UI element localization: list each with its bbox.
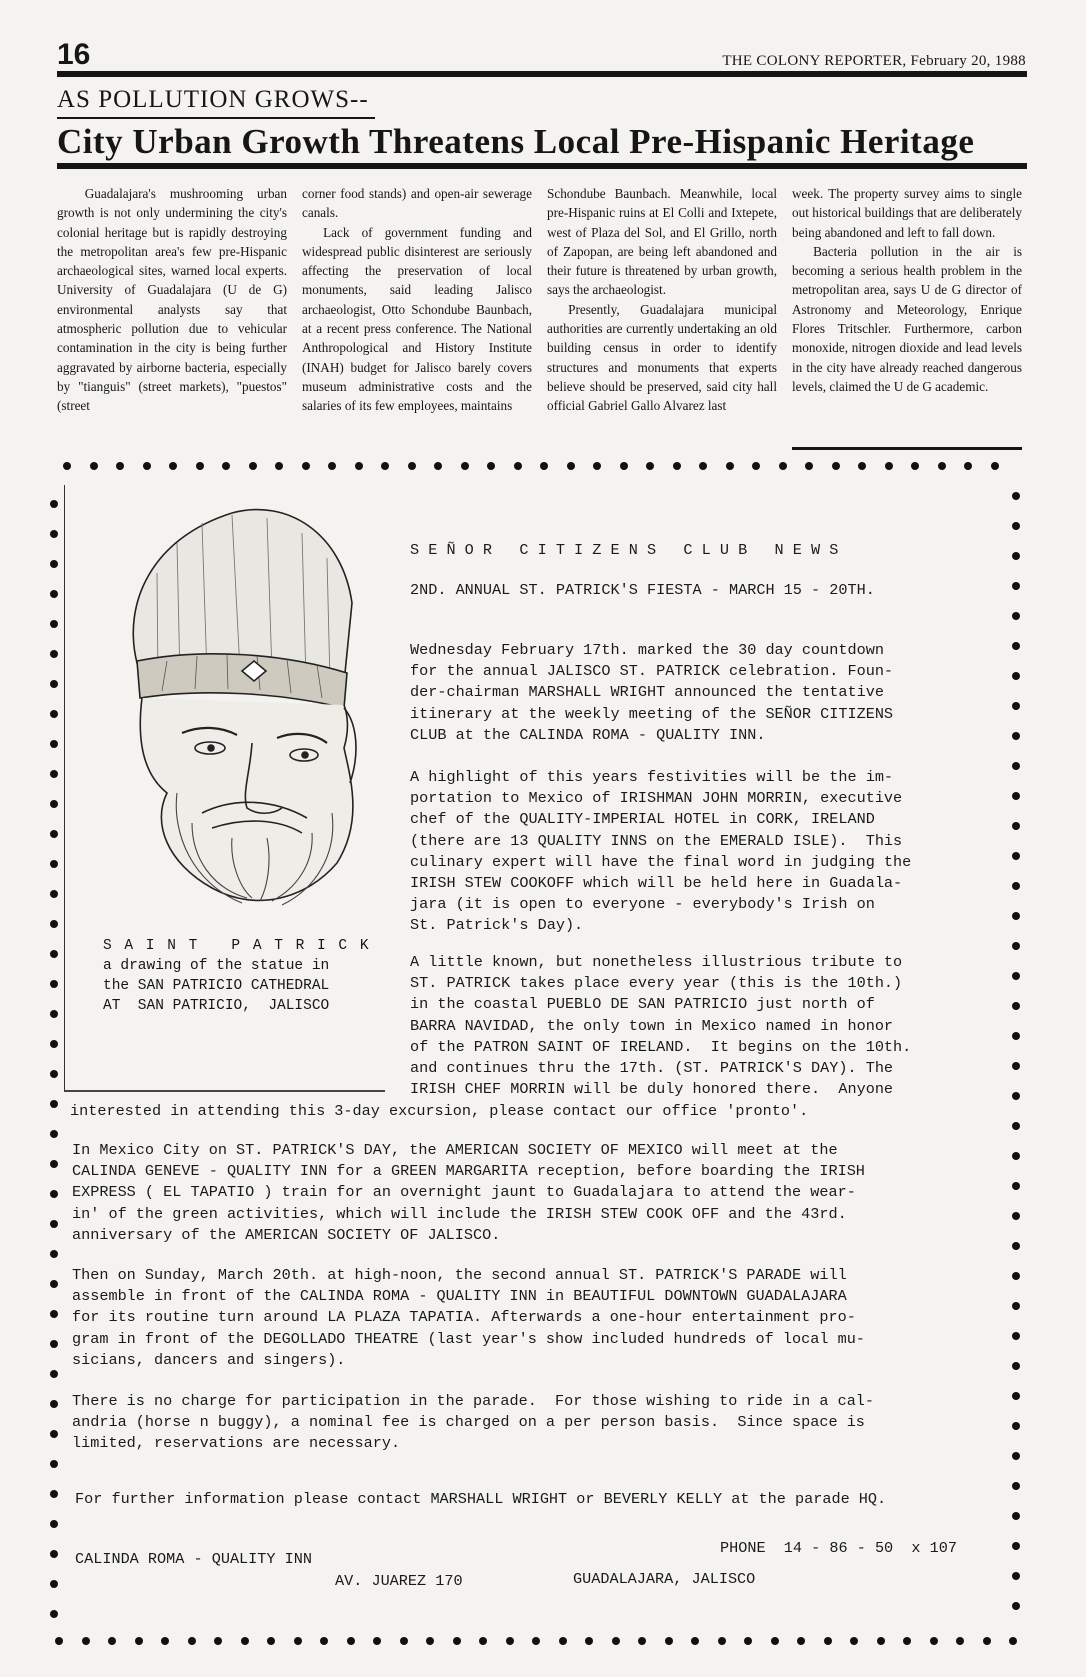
border-dot (1012, 822, 1020, 830)
border-dot (824, 1637, 832, 1645)
border-dot (50, 830, 58, 838)
border-dot (50, 1280, 58, 1288)
border-dot (1012, 1512, 1020, 1520)
border-dot (50, 1220, 58, 1228)
border-dot (771, 1637, 779, 1645)
news-line: A little known, but nonetheless illustrious tribute to (410, 953, 903, 971)
column-paragraph: Guadalajara's mushrooming urban growth is not only undermining the city's colonial heritage but is rapidly destroying the metropolitan area's few pre-Hispanic archaeological sites, warned local experts. University of Guadalajara (U de G) environmental analysts say that atmospheric pollution due to vehicular contamination in the city is being further aggravated by airborne bacteria, especially by "tianguis" (street markets), "puestos" (street (57, 186, 287, 414)
border-dot (50, 1040, 58, 1048)
border-dot (1012, 1032, 1020, 1040)
caption-line: the SAN PATRICIO CATHEDRAL (103, 978, 330, 994)
news-line: in the coastal PUEBLO DE SAN PATRICIO just north of (410, 995, 875, 1014)
masthead-rule (57, 71, 1027, 77)
border-dot (885, 462, 893, 470)
border-dot (646, 462, 654, 470)
column-paragraph: Bacteria pollution in the air is becoming a serious health problem in the metropolitan area, says U de G director of Astronomy and Meteorology, Enrique Flores Tritschler. Furthermore, carbon monoxide, nitrogen dioxide and lead levels in the city have already reached dangerous levels, claimed the U de G academic. (792, 243, 1022, 394)
border-dot (408, 462, 416, 470)
running-head: THE COLONY REPORTER, February 20, 1988 (722, 53, 1026, 69)
border-dot (169, 462, 177, 470)
border-dot (50, 1340, 58, 1348)
news-line: IRISH CHEF MORRIN will be duly honored there. Anyone (410, 1080, 894, 1099)
news-line: chef of the QUALITY-IMPERIAL HOTEL in CORK, IRELAND (410, 810, 875, 829)
border-dot (50, 620, 58, 628)
border-dot (50, 1400, 58, 1408)
border-dot (1012, 882, 1020, 890)
border-dot (188, 1637, 196, 1645)
border-dot (294, 1637, 302, 1645)
news-line: gram in front of the DEGOLLADO THEATRE (last year's show included hundreds of local mu- (72, 1329, 865, 1348)
news-line: jara (it is open to everyone - everybody's Irish on (410, 895, 875, 914)
border-dot (50, 1190, 58, 1198)
border-dot (1012, 1122, 1020, 1130)
news-line: IRISH STEW COOKOFF which will be held here in Guadala- (410, 874, 903, 892)
border-dot (135, 1637, 143, 1645)
news-line: itinerary at the weekly meeting of the SEÑOR CITIZENS (410, 704, 894, 723)
footer-venue: CALINDA ROMA - QUALITY INN (75, 1550, 312, 1568)
border-dot (691, 1637, 699, 1645)
border-dot (1012, 612, 1020, 620)
border-dot (400, 1637, 408, 1645)
border-dot (1012, 1542, 1020, 1550)
border-dot (1012, 912, 1020, 920)
border-dot (50, 1070, 58, 1078)
border-dot (1012, 1092, 1020, 1100)
border-dot (50, 1010, 58, 1018)
caption-title: S A I N T P A T R I C K (103, 938, 371, 954)
border-dot (50, 800, 58, 808)
border-dot (638, 1637, 646, 1645)
border-dot (1012, 1332, 1020, 1340)
news-title: S E Ñ O R C I T I Z E N S C L U B N E W S (410, 541, 839, 559)
footer-address: AV. JUAREZ 170 (335, 1572, 463, 1590)
news-line: der-chairman MARSHALL WRIGHT announced the tentative (410, 683, 884, 702)
news-subtitle: 2ND. ANNUAL ST. PATRICK'S FIESTA - MARCH 15 - 20TH. (410, 581, 875, 599)
border-dot (320, 1637, 328, 1645)
footer-city: GUADALAJARA, JALISCO (573, 1570, 756, 1588)
border-dot (991, 462, 999, 470)
border-dot (858, 462, 866, 470)
border-dot (50, 920, 58, 928)
column-end-rule (792, 447, 1022, 450)
border-dot (752, 462, 760, 470)
border-dot (850, 1637, 858, 1645)
border-dot (612, 1637, 620, 1645)
border-dot (1012, 1242, 1020, 1250)
news-line: In Mexico City on ST. PATRICK'S DAY, the AMERICAN SOCIETY OF MEXICO will meet at the (72, 1141, 838, 1159)
border-dot (1012, 852, 1020, 860)
border-dot (673, 462, 681, 470)
border-dot (479, 1637, 487, 1645)
border-dot (718, 1637, 726, 1645)
border-dot (50, 740, 58, 748)
border-dot (50, 890, 58, 898)
news-line: assemble in front of the CALINDA ROMA - QUALITY INN in BEAUTIFUL DOWNTOWN GUADALAJARA (72, 1287, 847, 1306)
border-dot (55, 1637, 63, 1645)
border-dot (779, 462, 787, 470)
border-dot (50, 1460, 58, 1468)
border-dot (267, 1637, 275, 1645)
border-dot (90, 462, 98, 470)
border-dot (347, 1637, 355, 1645)
border-dot (1012, 1602, 1020, 1610)
border-dot (487, 462, 495, 470)
border-dot (249, 462, 257, 470)
border-dot (302, 462, 310, 470)
news-line: limited, reservations are necessary. (72, 1434, 401, 1453)
border-dot (50, 1550, 58, 1558)
border-dot (805, 462, 813, 470)
border-dot (116, 462, 124, 470)
border-dot (1012, 1362, 1020, 1370)
border-dot (797, 1637, 805, 1645)
border-dot (1012, 732, 1020, 740)
column-paragraph: Lack of government funding and widespread public disinterest are seriously affecting the preservation of local monuments, said leading Jalisco archaeologist, Otto Schondube Baunbach, at a recent press conference. The National Anthropological and History Institute (INAH) budget for Jalisco barely covers museum administrative costs and the salaries of its few employees, maintains (302, 224, 532, 414)
column-paragraph: week. The property survey aims to single out historical buildings that are deliberately being abandoned and left to fall down. (792, 186, 1022, 240)
border-dot (1012, 1572, 1020, 1580)
border-dot (196, 462, 204, 470)
border-dot (50, 680, 58, 688)
footer-phone: PHONE 14 - 86 - 50 x 107 (720, 1539, 957, 1557)
border-dot (241, 1637, 249, 1645)
border-dot (275, 462, 283, 470)
border-dot (50, 770, 58, 778)
border-dot (50, 590, 58, 598)
news-line: in' of the green activities, which will include the IRISH STEW COOK OFF and the 43rd. (72, 1204, 847, 1223)
border-dot (1012, 942, 1020, 950)
border-dot (50, 1370, 58, 1378)
border-dot (328, 462, 336, 470)
border-dot (665, 1637, 673, 1645)
border-dot (620, 462, 628, 470)
article-column-1 (57, 184, 287, 446)
border-dot (50, 710, 58, 718)
article-column-2 (302, 184, 532, 446)
border-dot (1012, 792, 1020, 800)
border-dot (1012, 1152, 1020, 1160)
news-line: portation to Mexico of IRISHMAN JOHN MORRIN, executive (410, 789, 903, 808)
border-dot (161, 1637, 169, 1645)
border-dot (567, 462, 575, 470)
border-dot (903, 1637, 911, 1645)
border-dot (1012, 1002, 1020, 1010)
border-dot (1012, 1452, 1020, 1460)
news-line: of the PATRON SAINT OF IRELAND. It begins on the 10th. (410, 1037, 912, 1056)
news-line: CLUB at the CALINDA ROMA - QUALITY INN. (410, 725, 766, 744)
border-dot (373, 1637, 381, 1645)
border-dot (82, 1637, 90, 1645)
border-dot (1012, 1182, 1020, 1190)
border-dot (983, 1637, 991, 1645)
border-dot (1012, 972, 1020, 980)
border-dot (540, 462, 548, 470)
caption-line: a drawing of the statue in (103, 958, 330, 974)
news-line: CALINDA GENEVE - QUALITY INN for a GREEN MARGARITA reception, before boarding the IRISH (72, 1162, 865, 1181)
border-dot (930, 1637, 938, 1645)
news-line: For further information please contact MARSHALL WRIGHT or BEVERLY KELLY at the parade HQ. (75, 1490, 887, 1508)
article-kicker: AS POLLUTION GROWS-- (57, 86, 369, 113)
news-line: and continues thru the 17th. (ST. PATRICK'S DAY). The (410, 1059, 894, 1077)
border-dot (1009, 1637, 1017, 1645)
border-dot (50, 950, 58, 958)
border-dot (214, 1637, 222, 1645)
border-dot (877, 1637, 885, 1645)
news-line: interested in attending this 3-day excursion, please contact our office 'pronto'. (70, 1102, 809, 1120)
border-dot (50, 560, 58, 568)
border-dot (50, 1310, 58, 1318)
border-dot (426, 1637, 434, 1645)
border-dot (50, 1580, 58, 1588)
border-dot (50, 650, 58, 658)
border-dot (1012, 1272, 1020, 1280)
border-dot (506, 1637, 514, 1645)
border-dot (938, 462, 946, 470)
border-dot (1012, 1302, 1020, 1310)
border-dot (355, 462, 363, 470)
kicker-rule (57, 117, 375, 119)
news-line: culinary expert will have the final word in judging the (410, 852, 912, 871)
border-dot (50, 1520, 58, 1528)
border-dot (532, 1637, 540, 1645)
border-dot (514, 462, 522, 470)
border-dot (434, 462, 442, 470)
border-dot (63, 462, 71, 470)
news-line: anniversary of the AMERICAN SOCIETY OF JALISCO. (72, 1225, 501, 1244)
article-headline: City Urban Growth Threatens Local Pre-Hispanic Heritage (57, 122, 975, 161)
border-dot (1012, 492, 1020, 500)
border-dot (108, 1637, 116, 1645)
border-dot (50, 980, 58, 988)
border-dot (1012, 702, 1020, 710)
news-line: andria (horse n buggy), a nominal fee is charged on a per person basis. Since space is (72, 1413, 865, 1432)
border-dot (143, 462, 151, 470)
news-line: BARRA NAVIDAD, the only town in Mexico named in honor (410, 1016, 894, 1035)
border-dot (559, 1637, 567, 1645)
border-dot (50, 500, 58, 508)
saint-patrick-portrait-icon (82, 493, 367, 943)
border-dot (381, 462, 389, 470)
border-dot (1012, 552, 1020, 560)
border-dot (50, 1610, 58, 1618)
border-dot (1012, 672, 1020, 680)
border-dot (50, 860, 58, 868)
page-number: 16 (57, 38, 91, 71)
border-dot (461, 462, 469, 470)
border-dot (1012, 1482, 1020, 1490)
column-paragraph: Presently, Guadalajara municipal authorities are currently undertaking an old building census in order to identify structures and monuments that experts believe should be preserved, said city hall official Gabriel Gallo Alvarez last (547, 301, 777, 414)
headline-rule (57, 163, 1027, 169)
border-dot (50, 1490, 58, 1498)
border-dot (1012, 1062, 1020, 1070)
border-dot (50, 530, 58, 538)
news-line: for the annual JALISCO ST. PATRICK celebration. Foun- (410, 662, 894, 681)
border-dot (50, 1430, 58, 1438)
border-dot (50, 1130, 58, 1138)
border-dot (1012, 762, 1020, 770)
news-line: (there are 13 QUALITY INNS on the EMERALD ISLE). This (410, 831, 903, 850)
border-dot (1012, 642, 1020, 650)
border-dot (1012, 522, 1020, 530)
news-line: sicians, dancers and singers). (72, 1350, 346, 1369)
border-dot (1012, 1212, 1020, 1220)
border-dot (585, 1637, 593, 1645)
news-line: There is no charge for participation in the parade. For those wishing to ride in a cal- (72, 1392, 875, 1410)
news-line: EXPRESS ( EL TAPATIO ) train for an overnight jaunt to Guadalajara to attend the wear- (72, 1183, 856, 1202)
border-dot (50, 1100, 58, 1108)
border-dot (956, 1637, 964, 1645)
border-dot (1012, 1422, 1020, 1430)
border-dot (699, 462, 707, 470)
news-line: ST. PATRICK takes place every year (this is the 10th.) (410, 974, 903, 993)
news-line: for its routine turn around LA PLAZA TAPATIA. Afterwards a one-hour entertainment pro- (72, 1308, 856, 1327)
border-dot (964, 462, 972, 470)
border-dot (1012, 582, 1020, 590)
border-dot (744, 1637, 752, 1645)
caption-line: AT SAN PATRICIO, JALISCO (103, 998, 330, 1014)
border-dot (832, 462, 840, 470)
article-column-4 (792, 184, 1022, 446)
border-dot (593, 462, 601, 470)
border-dot (911, 462, 919, 470)
border-dot (1012, 1392, 1020, 1400)
column-paragraph: corner food stands) and open-air sewerage canals. (302, 186, 532, 221)
border-dot (726, 462, 734, 470)
news-line: St. Patrick's Day). (410, 916, 584, 935)
column-paragraph: Schondube Baunbach. Meanwhile, local pre-Hispanic ruins at El Colli and Ixtepete, west of Plaza del Sol, and El Grillo, north of Zapopan, are being left abandoned and their future is threatened by urban growth, says the archaeologist. (547, 186, 777, 298)
article-column-3 (547, 184, 777, 446)
border-dot (50, 1250, 58, 1258)
news-line: Wednesday February 17th. marked the 30 day countdown (410, 641, 884, 659)
news-line: A highlight of this years festivities will be the im- (410, 768, 894, 786)
news-line: Then on Sunday, March 20th. at high-noon, the second annual ST. PATRICK'S PARADE will (72, 1266, 847, 1284)
border-dot (222, 462, 230, 470)
border-dot (453, 1637, 461, 1645)
border-dot (50, 1160, 58, 1168)
